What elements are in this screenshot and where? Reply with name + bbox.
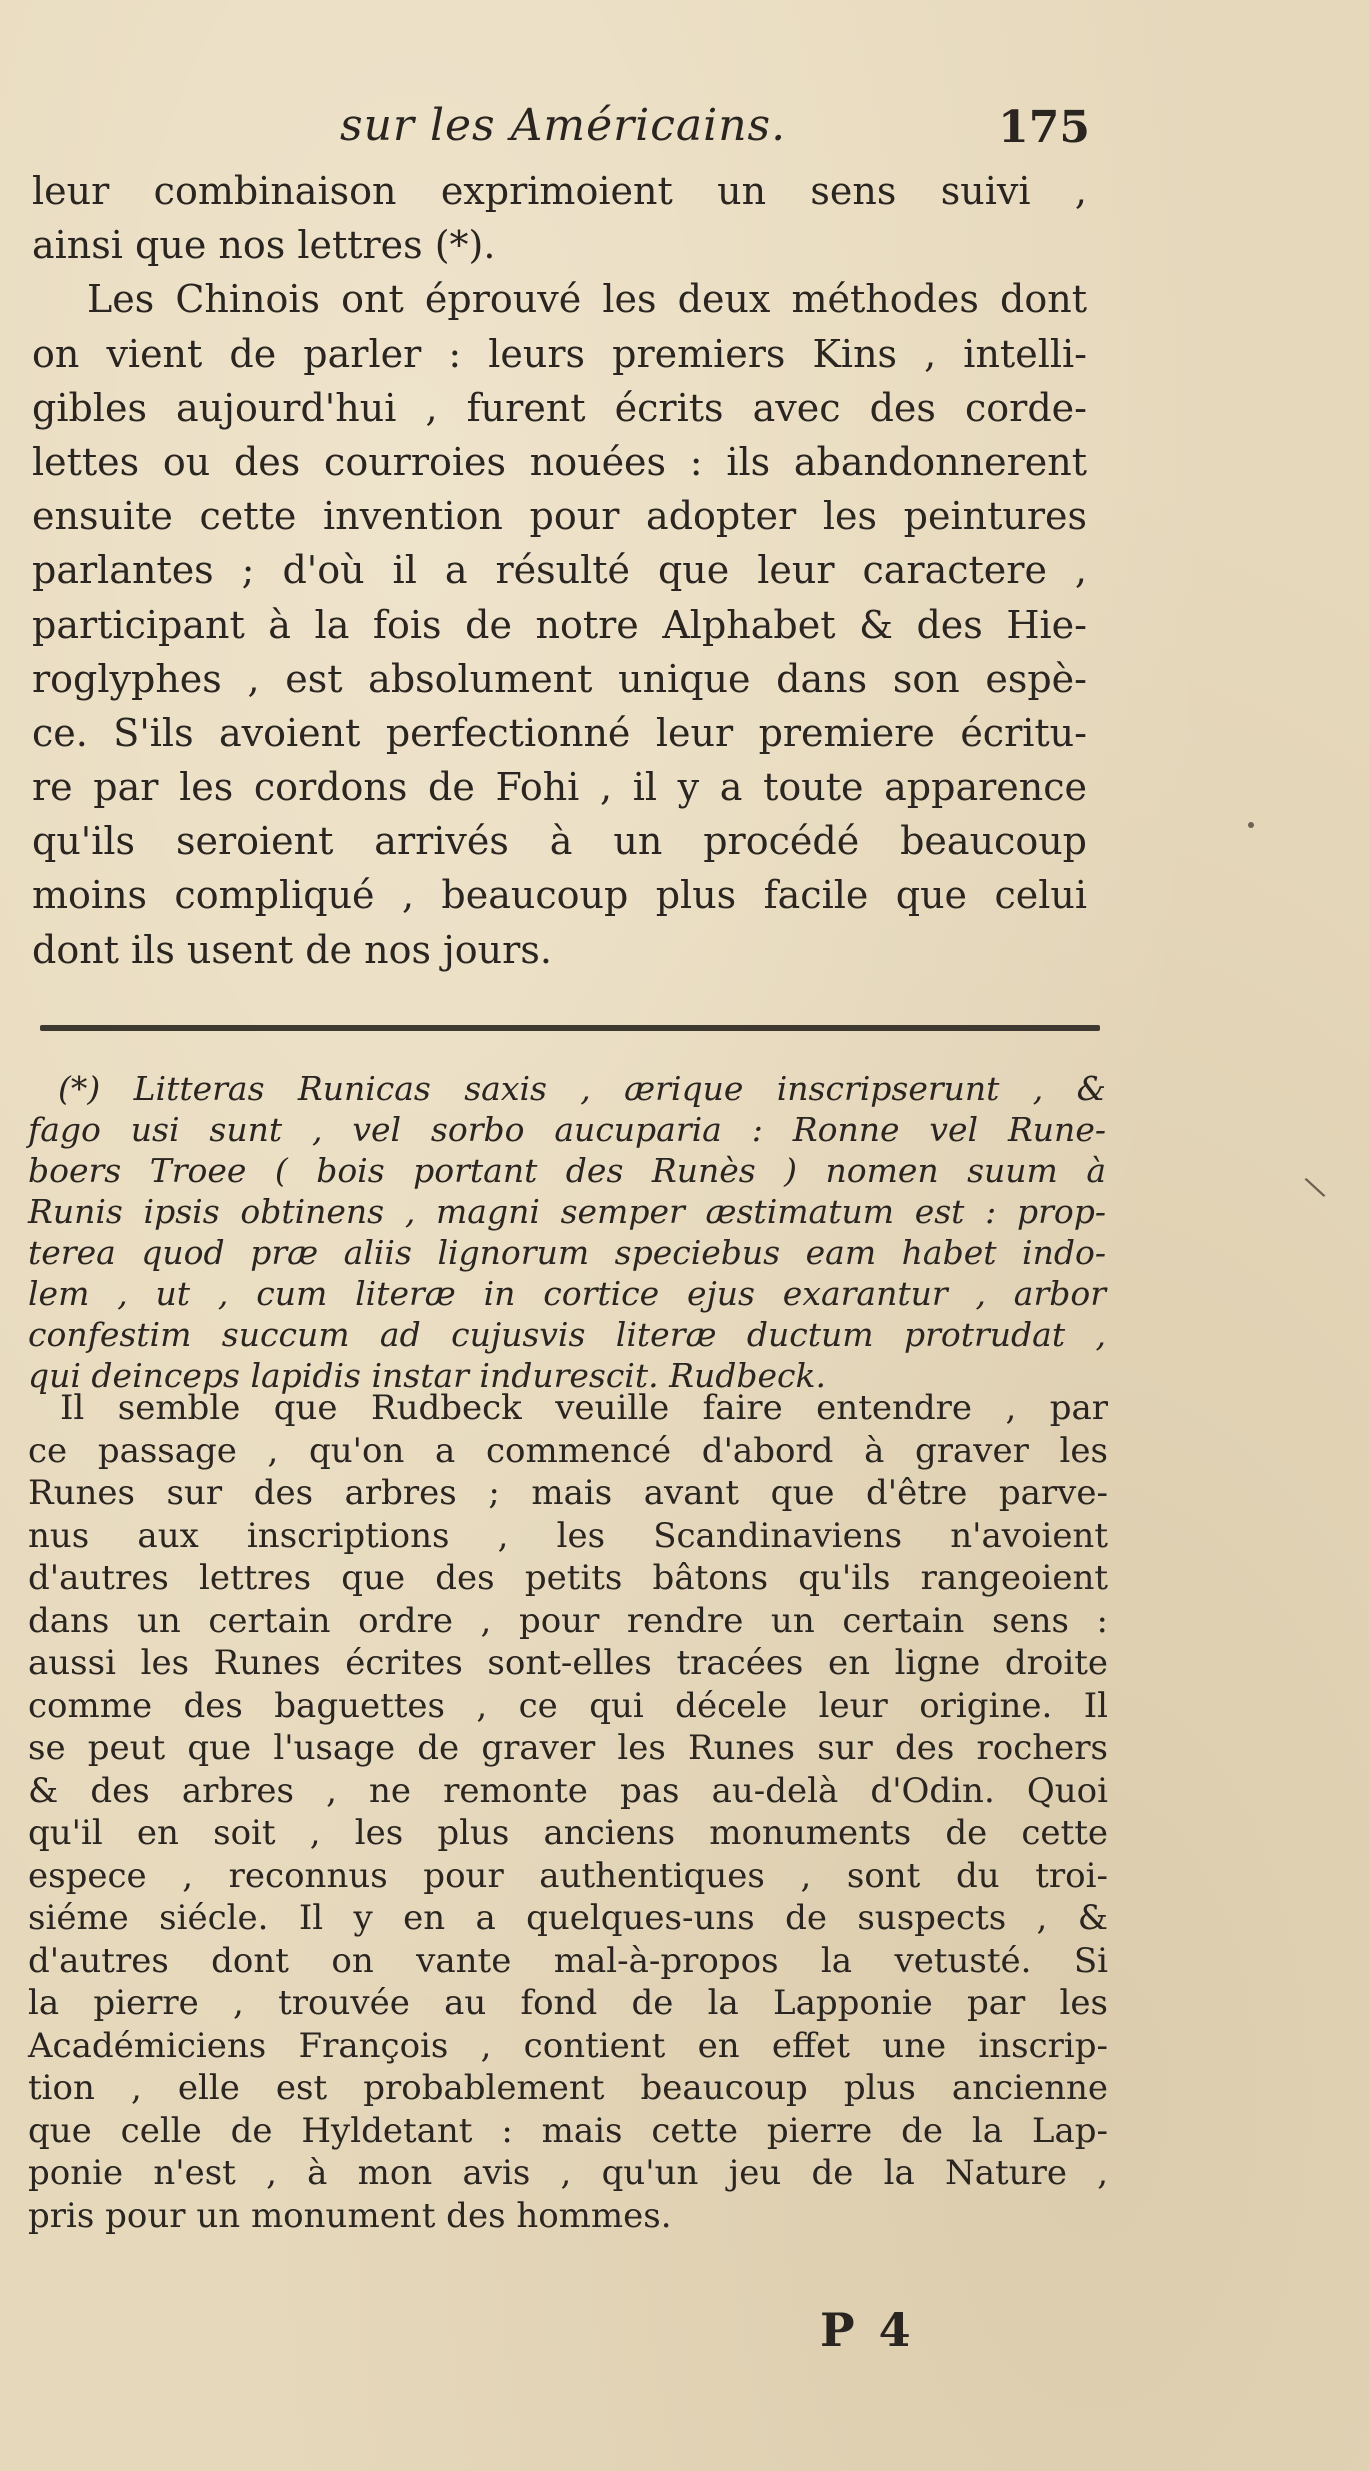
commentary-line: ponie n'est , à mon avis , qu'un jeu de la Nature , [28, 2153, 1108, 2193]
commentary-line: qu'il en soit , les plus anciens monuments de cette [28, 1813, 1108, 1853]
commentary-line: ce passage , qu'on a commencé d'abord à graver les [28, 1430, 1108, 1471]
commentary-line: se peut que l'usage de graver les Runes sur des rochers [28, 1728, 1108, 1768]
footnote-separator-rule [40, 1025, 1100, 1031]
commentary-line: aussi les Runes écrites sont-elles tracées en ligne droite [28, 1643, 1108, 1683]
body-line: re par les cordons de Fohi , il y a toute apparence [32, 765, 1087, 810]
footnote-line: Runis ipsis obtinens , magni semper æstimatum est : prop- [28, 1192, 1106, 1231]
body-line: on vient de parler : leurs premiers Kins , intelli- [32, 331, 1087, 376]
commentary-line: la pierre , trouvée au fond de la Lapponie par les [28, 1983, 1108, 2023]
commentary-line: comme des baguettes , ce qui décele leur origine. Il [28, 1685, 1108, 1726]
footnote-line: lem , ut , cum literæ in cortice ejus exarantur , arbor [28, 1274, 1106, 1313]
body-line: dont ils usent de nos jours. [32, 927, 552, 972]
body-line: Les Chinois ont éprouvé les deux méthodes dont [87, 277, 1087, 322]
commentary-line: siéme siécle. Il y en a quelques-uns de suspects , & [28, 1898, 1108, 1938]
page-header [30, 100, 1090, 160]
commentary-line: pris pour un monument des hommes. [28, 2195, 672, 2236]
commentary-line: que celle de Hyldetant : mais cette pierre de la Lap- [28, 2110, 1108, 2151]
commentary-line: Académiciens François , contient en effet une inscrip- [28, 2025, 1108, 2066]
footnote-line: confestim succum ad cujusvis literæ ductum protrudat , [28, 1315, 1106, 1354]
stray-mark: \ [1301, 1169, 1329, 1206]
footnote-line: (*) Litteras Runicas saxis , ærique inscripserunt , & [58, 1069, 1106, 1108]
footnote-line: fago usi sunt , vel sorbo aucuparia : Ronne vel Rune- [28, 1110, 1106, 1149]
body-line: leur combinaison exprimoient un sens suivi , [32, 169, 1087, 213]
footnote-line: boers Troee ( bois portant des Runès ) nomen suum à [28, 1151, 1106, 1190]
body-line: gibles aujourd'hui , furent écrits avec des corde- [32, 385, 1087, 430]
commentary-line: tion , elle est probablement beaucoup plus ancienne [28, 2068, 1108, 2108]
footnote-commentary [28, 1387, 1108, 2237]
body-line: ce. S'ils avoient perfectionné leur premiere écritu- [32, 710, 1087, 755]
commentary-line: d'autres lettres que des petits bâtons qu'ils rangeoient [28, 1558, 1108, 1598]
ink-speck [1248, 822, 1254, 828]
footnote-line: qui deinceps lapidis instar indurescit. Rudbeck. [28, 1356, 826, 1395]
body-line: participant à la fois de notre Alphabet & des Hie- [32, 602, 1087, 647]
body-line: qu'ils seroient arrivés à un procédé beaucoup [32, 819, 1087, 864]
body-line: lettes ou des courroies nouées : ils abandonnerent [32, 439, 1087, 484]
signature-mark: P 4 [820, 2303, 915, 2357]
body-line: parlantes ; d'où il a résulté que leur caractere , [32, 548, 1087, 593]
footnote-line: terea quod præ aliis lignorum speciebus eam habet indo- [28, 1233, 1106, 1272]
commentary-line: dans un certain ordre , pour rendre un certain sens : [28, 1600, 1108, 1641]
body-line: moins compliqué , beaucoup plus facile que celui [32, 873, 1087, 918]
commentary-line: Il semble que Rudbeck veuille faire entendre , par [60, 1388, 1108, 1428]
page-number: 175 [998, 102, 1090, 153]
body-line: roglyphes , est absolument unique dans son espè- [32, 656, 1087, 701]
commentary-line: & des arbres , ne remonte pas au-delà d'Odin. Quoi [28, 1770, 1108, 1811]
body-line: ensuite cette invention pour adopter les peintures [32, 494, 1087, 539]
body-line: ainsi que nos lettres (*). [32, 223, 496, 268]
commentary-line: nus aux inscriptions , les Scandinaviens n'avoient [28, 1515, 1108, 1556]
commentary-line: d'autres dont on vante mal-à-propos la vetusté. Si [28, 1940, 1108, 1981]
main-paragraphs [32, 164, 1087, 977]
commentary-line: Runes sur des arbres ; mais avant que d'être parve- [28, 1473, 1108, 1513]
commentary-line: espece , reconnus pour authentiques , sont du troi- [28, 1855, 1108, 1896]
footnote-latin [28, 1068, 1106, 1396]
running-title: sur les Américains. [340, 100, 787, 151]
